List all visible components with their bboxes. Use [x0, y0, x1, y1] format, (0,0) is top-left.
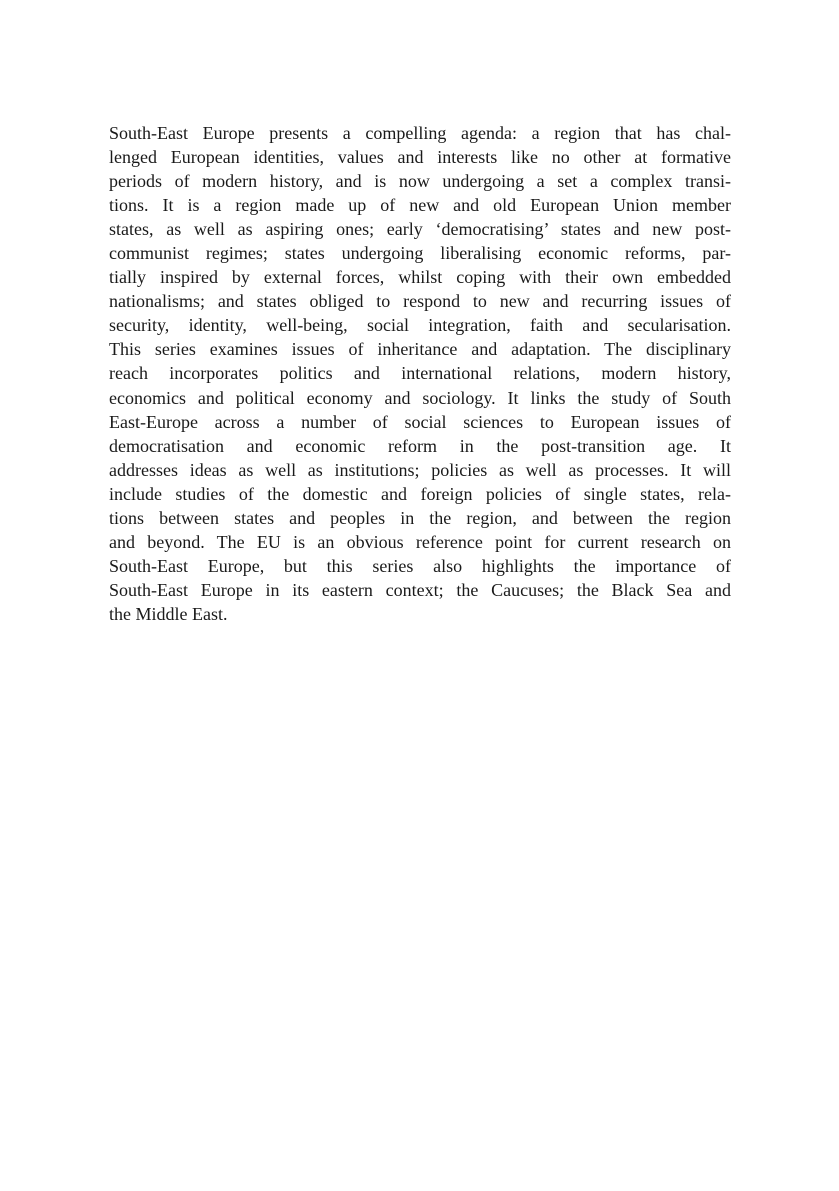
- paragraph-line: democratisation and economic reform in the post-transition age. It: [109, 435, 731, 456]
- paragraph-line: security, identity, well-being, social integration, faith and secularisation.: [109, 315, 731, 336]
- paragraph-line: the Middle East.: [109, 603, 228, 624]
- paragraph-line: tions between states and peoples in the region, and between the region: [109, 507, 731, 528]
- paragraph-line: This series examines issues of inheritance and adaptation. The disciplinary: [109, 339, 731, 360]
- paragraph-line: addresses ideas as well as institutions; policies as well as processes. It will: [109, 459, 731, 480]
- series-description-paragraph: [109, 121, 731, 626]
- paragraph-line: reach incorporates politics and international relations, modern history,: [109, 363, 731, 384]
- paragraph-line: communist regimes; states undergoing liberalising economic reforms, par-: [109, 243, 731, 264]
- paragraph-line: periods of modern history, and is now undergoing a set a complex transi-: [109, 171, 731, 192]
- paragraph-line: East-Europe across a number of social sciences to European issues of: [109, 411, 731, 432]
- paragraph-line: tions. It is a region made up of new and old European Union member: [109, 195, 731, 216]
- paragraph-line: lenged European identities, values and interests like no other at formative: [109, 147, 731, 168]
- paragraph-line: South-East Europe, but this series also highlights the importance of: [109, 555, 731, 576]
- paragraph-line: and beyond. The EU is an obvious reference point for current research on: [109, 531, 731, 552]
- paragraph-line: economics and political economy and sociology. It links the study of South: [109, 387, 731, 408]
- paragraph-line: South-East Europe presents a compelling agenda: a region that has chal-: [109, 123, 731, 143]
- paragraph-line: South-East Europe in its eastern context; the Caucuses; the Black Sea and: [109, 579, 731, 600]
- paragraph-line: tially inspired by external forces, whilst coping with their own embedded: [109, 267, 731, 288]
- paragraph-line: nationalisms; and states obliged to respond to new and recurring issues of: [109, 291, 731, 312]
- paragraph-line: include studies of the domestic and foreign policies of single states, rela-: [109, 483, 731, 504]
- paragraph-line: states, as well as aspiring ones; early ‘democratising’ states and new post-: [109, 219, 731, 240]
